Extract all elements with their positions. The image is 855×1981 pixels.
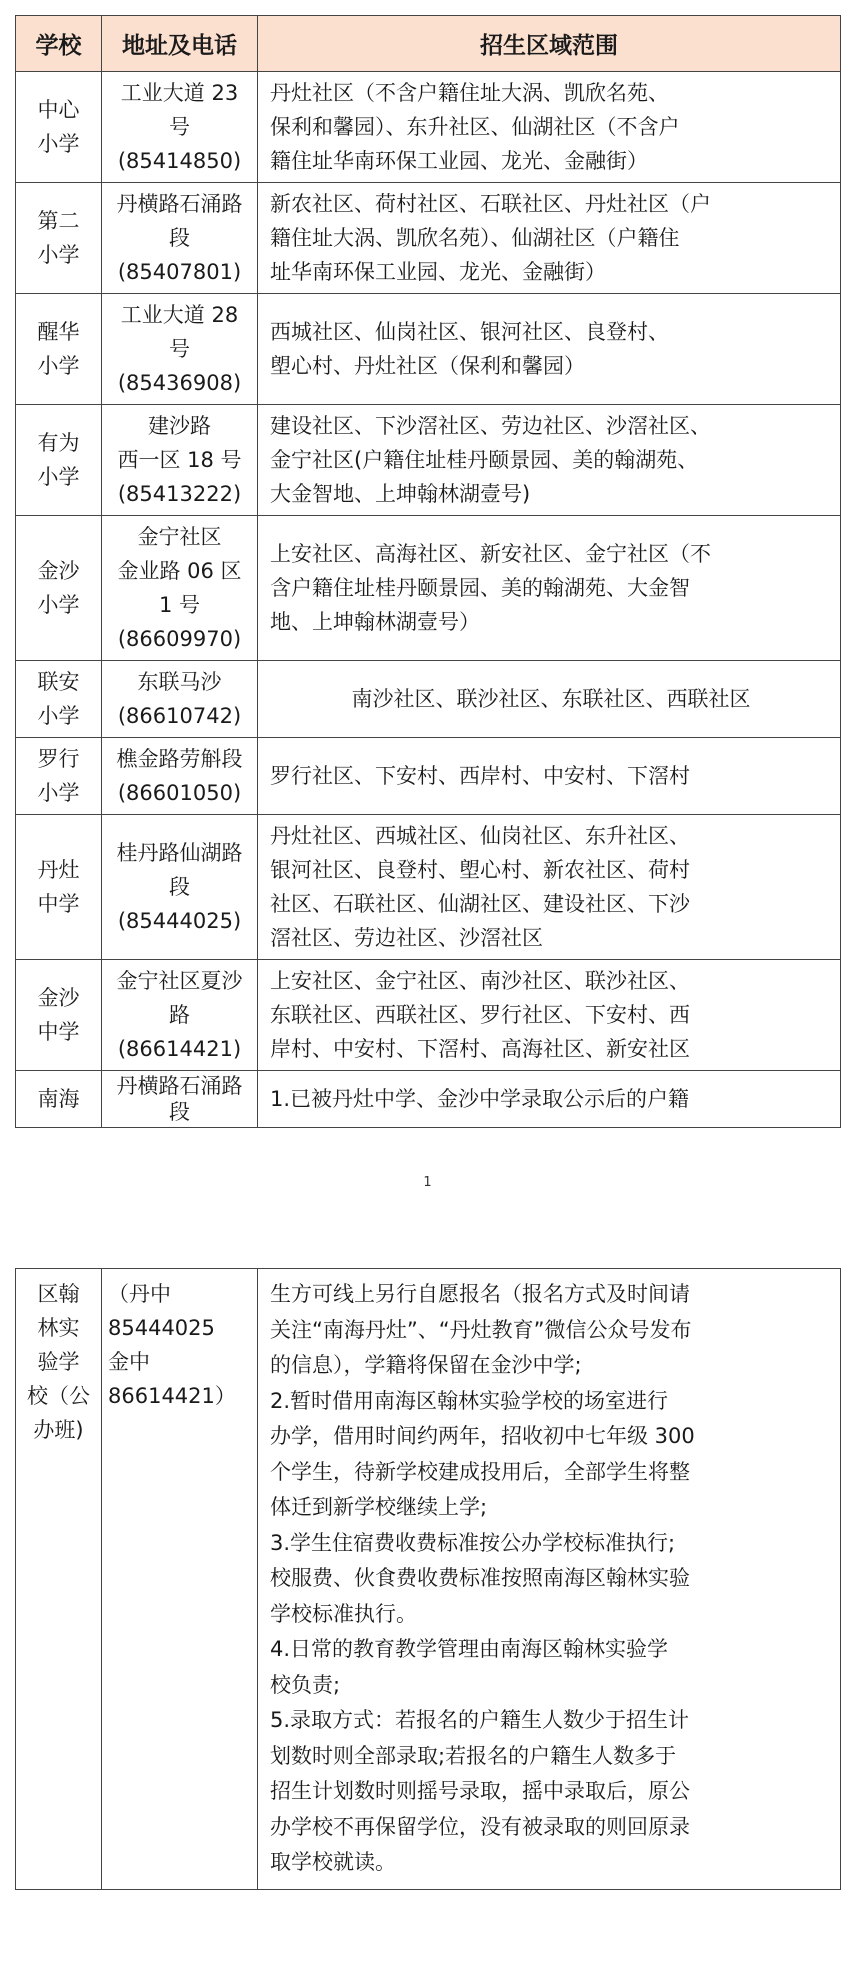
cell-line: 区翰: [37, 1282, 80, 1306]
cell-line: (85407801): [117, 260, 242, 284]
cell-line: (86614421): [117, 1037, 242, 1061]
cell-line: 验学: [37, 1350, 80, 1374]
cell-line: (86601050): [117, 781, 242, 805]
cell-line: 有为: [37, 431, 80, 455]
table-row: [16, 405, 841, 516]
cell-line: 校负责;: [270, 1672, 341, 1697]
cell-line: 东联社区、西联社区、罗行社区、下安村、西: [270, 1003, 690, 1027]
cell-line: (85444025): [117, 909, 242, 933]
address-cell: [102, 661, 258, 738]
cell-line: 金中 86614421）: [108, 1350, 236, 1408]
cell-line: 金宁社区(户籍住址桂丹颐景园、美的翰湖苑、: [270, 448, 699, 472]
school-cell: [16, 72, 102, 183]
address-cell: [102, 738, 258, 815]
cell-line: 招生计划数时则摇号录取，摇中录取后，原公: [270, 1779, 690, 1803]
area-cell: [258, 960, 841, 1071]
table-row: [16, 960, 841, 1071]
cell-line: 丹灶社区（不含户籍住址大涡、凯欣名苑、: [270, 81, 669, 105]
header-school: 学校: [16, 16, 102, 72]
cell-line: 4.日常的教育教学管理由南海区翰林实验学: [270, 1637, 669, 1661]
cell-line: 小学: [37, 593, 80, 617]
school-cell: [16, 1269, 102, 1890]
area-cell: [258, 738, 841, 815]
school-cell: [16, 516, 102, 661]
admission-table-continued: [15, 1268, 841, 1890]
cell-line: 金业路 06 区 1 号: [117, 559, 242, 617]
cell-line: 西城社区、仙岗社区、银河社区、良登村、: [270, 320, 669, 344]
cell-line: 小学: [37, 132, 80, 156]
cell-line: 取学校就读。: [270, 1850, 396, 1874]
cell-line: 小学: [37, 465, 80, 489]
area-cell: [258, 516, 841, 661]
cell-line: 丹横路石涌路段: [116, 192, 243, 250]
cell-line: 小学: [37, 243, 80, 267]
cell-line: 罗行社区、下安村、西岸村、中安村、下滘村: [270, 764, 690, 788]
table-row: [16, 1269, 841, 1890]
cell-line: 银河社区、良登村、塱心村、新农社区、荷村: [270, 858, 690, 882]
cell-line: 金沙: [37, 559, 80, 583]
cell-line: 办班): [33, 1418, 84, 1442]
cell-line: 校服费、伙食费收费标准按照南海区翰林实验: [270, 1566, 690, 1590]
cell-line: 中学: [37, 892, 80, 916]
address-cell: [102, 183, 258, 294]
area-cell: [258, 1071, 841, 1128]
school-cell: [16, 661, 102, 738]
table-header-row: [16, 16, 841, 72]
address-cell: [102, 815, 258, 960]
address-cell: [102, 960, 258, 1071]
table-row: [16, 1071, 841, 1128]
address-cell: [102, 294, 258, 405]
cell-line: 建沙路: [148, 414, 211, 438]
cell-line: 社区、石联社区、仙湖社区、建设社区、下沙: [270, 892, 690, 916]
cell-line: 小学: [37, 781, 80, 805]
cell-line: 南沙社区、联沙社区、东联社区、西联社区: [351, 687, 751, 711]
cell-line: 中学: [37, 1020, 80, 1044]
cell-line: 小学: [37, 354, 80, 378]
table-row: [16, 815, 841, 960]
cell-line: 5.录取方式：若报名的户籍生人数少于招生计: [270, 1708, 690, 1732]
cell-line: 塱心村、丹灶社区（保利和馨园）: [270, 354, 585, 378]
cell-line: 西一区 18 号: [117, 448, 242, 472]
school-cell: [16, 1071, 102, 1128]
cell-line: 个学生，待新学校建成投用后，全部学生将整: [270, 1459, 690, 1484]
cell-line: 桂丹路仙湖路段: [116, 841, 243, 899]
cell-line: 中心: [37, 98, 80, 122]
cell-line: 建设社区、下沙滘社区、劳边社区、沙滘社区、: [270, 414, 711, 438]
area-cell: [258, 405, 841, 516]
cell-line: 新农社区、荷村社区、石联社区、丹灶社区（户: [270, 192, 711, 216]
area-cell: [258, 815, 841, 960]
school-cell: [16, 815, 102, 960]
table-row: [16, 738, 841, 815]
cell-line: 小学: [37, 704, 80, 728]
cell-line: 大金智地、上坤翰林湖壹号): [270, 482, 531, 506]
area-cell: [258, 294, 841, 405]
header-address: 地址及电话: [102, 16, 258, 72]
admission-table: [15, 15, 841, 1128]
cell-line: （丹中 85444025: [108, 1282, 215, 1340]
cell-line: 含户籍住址桂丹颐景园、美的翰湖苑、大金智: [270, 576, 690, 600]
cell-line: 3.学生住宿费收费标准按公办学校标准执行;: [270, 1530, 676, 1555]
address-cell: [102, 72, 258, 183]
address-cell: [102, 516, 258, 661]
school-cell: [16, 405, 102, 516]
school-cell: [16, 294, 102, 405]
cell-line: 办学校不再保留学位，没有被录取的则回原录: [270, 1814, 690, 1839]
area-cell: [258, 183, 841, 294]
cell-line: 樵金路劳斛段: [116, 747, 243, 771]
address-cell: [102, 1071, 258, 1128]
cell-line: 第二: [37, 209, 80, 233]
cell-line: (85414850): [117, 149, 242, 173]
page-number: 1: [423, 1175, 432, 1190]
cell-line: 地、上坤翰林湖壹号）: [270, 610, 480, 634]
cell-line: 2.暂时借用南海区翰林实验学校的场室进行: [270, 1388, 669, 1413]
cell-line: 籍住址大涡、凯欣名苑）、仙湖社区（户籍住: [270, 226, 680, 250]
table-row: [16, 183, 841, 294]
cell-line: 籍住址华南环保工业园、龙光、金融街）: [270, 149, 648, 173]
header-area: 招生区域范围: [258, 16, 841, 72]
table-row: [16, 294, 841, 405]
cell-line: 联安: [37, 670, 80, 694]
cell-line: (85436908): [117, 371, 242, 395]
cell-line: 工业大道 23 号: [120, 81, 239, 139]
school-cell: [16, 960, 102, 1071]
cell-line: (86610742): [117, 704, 242, 728]
cell-line: 关注“南海丹灶”、“丹灶教育”微信公众号发布: [270, 1317, 692, 1342]
cell-line: 东联马沙: [137, 670, 222, 694]
cell-line: (86609970): [117, 627, 242, 651]
cell-line: 金宁社区夏沙路: [116, 969, 243, 1027]
address-cell: [102, 1269, 258, 1890]
cell-line: 上安社区、高海社区、新安社区、金宁社区（不: [270, 542, 711, 566]
area-cell: [258, 72, 841, 183]
cell-line: 的信息），学籍将保留在金沙中学;: [270, 1353, 582, 1377]
cell-line: 金沙: [37, 986, 80, 1010]
cell-line: 南海: [37, 1087, 80, 1111]
cell-line: 林实: [37, 1316, 80, 1340]
area-cell: [258, 1269, 841, 1890]
cell-line: (85413222): [117, 482, 242, 506]
address-cell: [102, 405, 258, 516]
cell-line: 醒华: [37, 320, 80, 344]
cell-line: 上安社区、金宁社区、南沙社区、联沙社区、: [270, 969, 690, 993]
cell-line: 丹横路石涌路段: [116, 1074, 243, 1124]
cell-line: 岸村、中安村、下滘村、高海社区、新安社区: [270, 1037, 690, 1061]
school-cell: [16, 183, 102, 294]
table-row: [16, 661, 841, 738]
cell-line: 学校标准执行。: [270, 1601, 417, 1626]
cell-line: 体迁到新学校继续上学;: [270, 1495, 488, 1519]
cell-line: 办学，借用时间约两年，招收初中七年级 300: [270, 1424, 695, 1448]
school-cell: [16, 738, 102, 815]
table-row: [16, 72, 841, 183]
cell-line: 生方可线上另行自愿报名（报名方式及时间请: [270, 1282, 690, 1306]
cell-line: 滘社区、劳边社区、沙滘社区: [270, 926, 543, 950]
cell-line: 罗行: [37, 747, 80, 771]
cell-line: 丹灶社区、西城社区、仙岗社区、东升社区、: [270, 824, 690, 848]
cell-line: 丹灶: [37, 858, 80, 882]
cell-line: 金宁社区: [137, 525, 222, 549]
cell-line: 址华南环保工业园、龙光、金融街）: [270, 260, 606, 284]
cell-line: 划数时则全部录取;若报名的户籍生人数多于: [270, 1743, 677, 1768]
cell-line: 保利和馨园）、东升社区、仙湖社区（不含户: [270, 115, 680, 139]
cell-line: 1.已被丹灶中学、金沙中学录取公示后的户籍: [270, 1087, 690, 1111]
table-row: [16, 516, 841, 661]
cell-line: 校（公: [27, 1384, 90, 1408]
cell-line: 工业大道 28 号: [120, 303, 239, 361]
area-cell: [258, 661, 841, 738]
